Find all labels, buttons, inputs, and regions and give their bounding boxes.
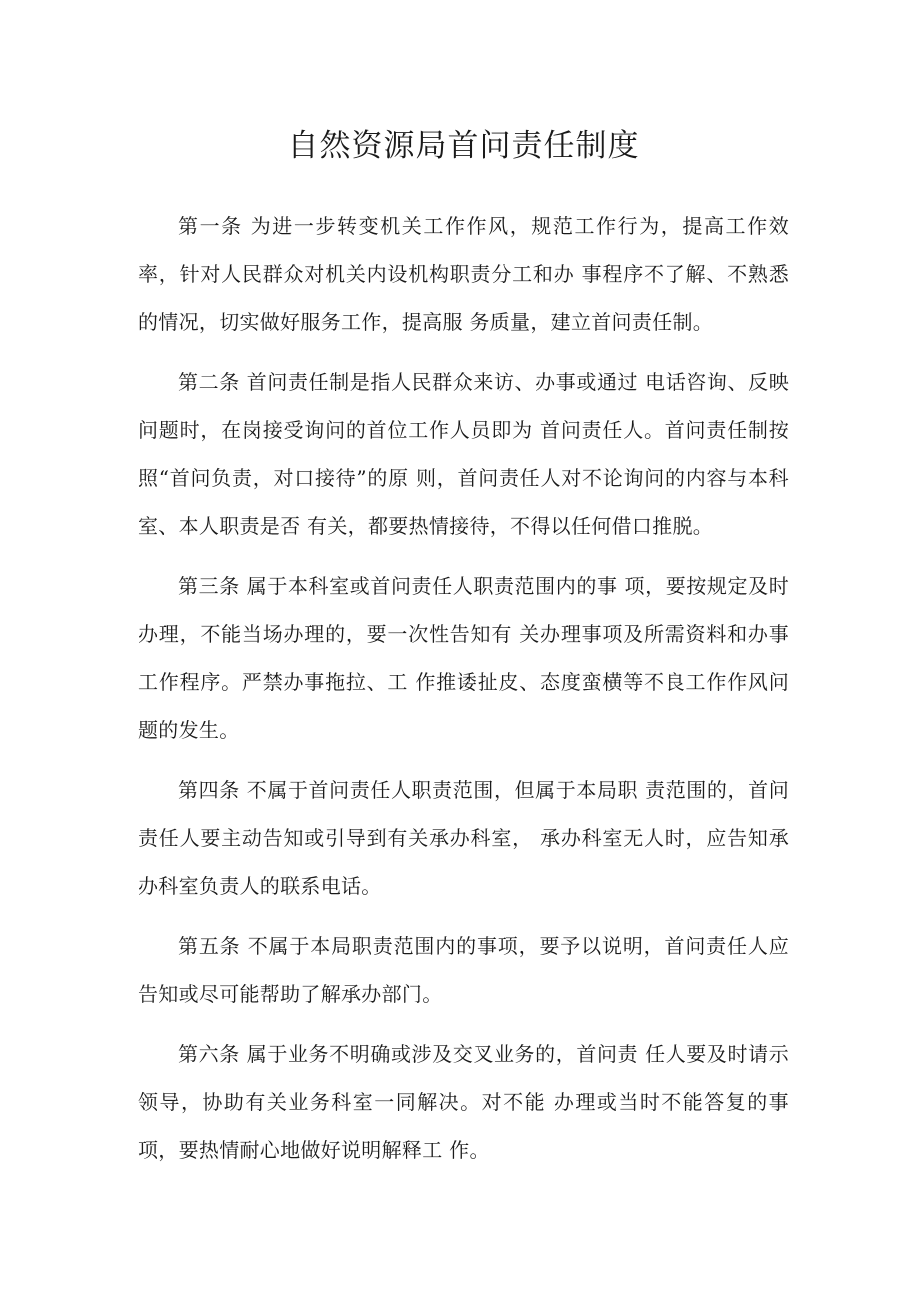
article-3: 第三条 属于本科室或首问责任人职责范围内的事 项，要按规定及时办理，不能当场办理的，要一次性告知有 关办理事项及所需资料和办事工作程序。严禁办事拖拉、工 作推诿扯皮、态度蛮横等不良工作作风问题的发生。 [138,574,789,742]
article-4: 第四条 不属于首问责任人职责范围，但属于本局职 责范围的，首问责任人要主动告知或引导到有关承办科室， 承办科室无人时，应告知承办科室负责人的联系电话。 [138,778,789,898]
article-5: 第五条 不属于本局职责范围内的事项，要予以说明，首问责任人应告知或尽可能帮助了解承办部门。 [138,934,789,1006]
article-6: 第六条 属于业务不明确或涉及交叉业务的，首问责 任人要及时请示领导，协助有关业务科室一同解决。对不能 办理或当时不能答复的事项，要热情耐心地做好说明解释工 作。 [138,1042,789,1162]
article-1: 第一条 为进一步转变机关工作作风，规范工作行为，提高工作效率，针对人民群众对机关内设机构职责分工和办 事程序不了解、不熟悉的情况，切实做好服务工作，提高服 务质量，建立首问责任制。 [138,214,789,334]
article-2: 第二条 首问责任制是指人民群众来访、办事或通过 电话咨询、反映问题时，在岗接受询问的首位工作人员即为 首问责任人。首问责任制按照“首问负责，对口接待”的原 则，首问责任人对不论询问的内容与本科室、本人职责是否 有关，都要热情接待，不得以任何借口推脱。 [138,370,789,538]
document-title: 自然资源局首问责任制度 [287,128,640,164]
